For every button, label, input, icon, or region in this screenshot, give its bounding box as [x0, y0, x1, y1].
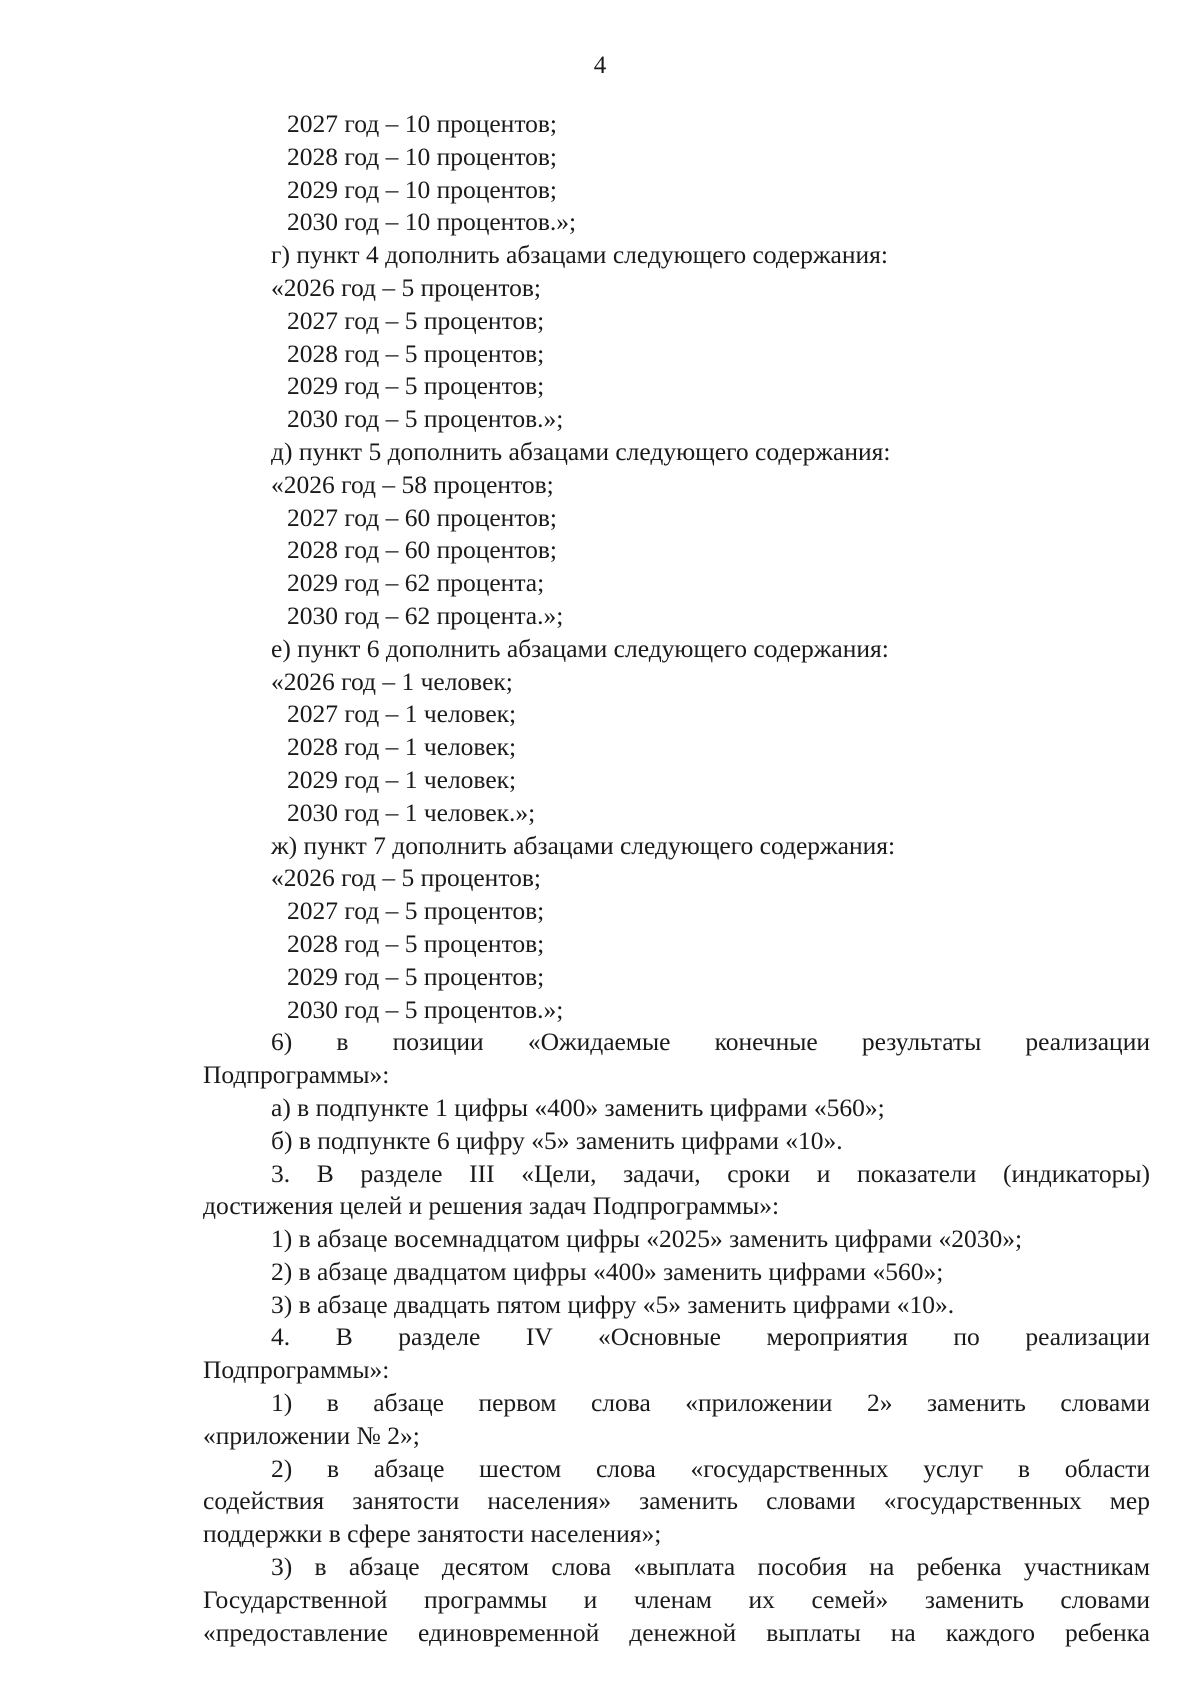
- document-line: 1) в абзаце первом слова «приложении 2» заменить словами: [271, 1388, 1150, 1418]
- document-line: 2030 год – 1 человек.»;: [287, 797, 536, 827]
- document-line: ж) пункт 7 дополнить абзацами следующего содержания:: [271, 830, 896, 860]
- document-line: 2029 год – 1 человек;: [287, 764, 517, 794]
- document-line: 2029 год – 10 процентов;: [287, 174, 558, 204]
- document-line: «предоставление единовременной денежной выплаты на каждого ребенка: [203, 1617, 1150, 1647]
- document-line: 2027 год – 5 процентов;: [287, 305, 545, 335]
- page-number: 4: [593, 52, 607, 79]
- document-line: 1) в абзаце восемнадцатом цифры «2025» заменить цифрами «2030»;: [271, 1224, 1023, 1254]
- document-line: 2030 год – 5 процентов.»;: [287, 404, 564, 434]
- document-line: 2027 год – 5 процентов;: [287, 896, 545, 926]
- document-line: «2026 год – 1 человек;: [271, 666, 513, 696]
- document-line: е) пункт 6 дополнить абзацами следующего содержания:: [271, 633, 889, 663]
- document-line: 2028 год – 10 процентов;: [287, 141, 558, 171]
- document-line: 2028 год – 1 человек;: [287, 732, 517, 762]
- document-line: 2028 год – 5 процентов;: [287, 928, 545, 958]
- document-line: 4. В разделе IV «Основные мероприятия по реализации: [271, 1322, 1150, 1352]
- document-line: Государственной программы и членам их семей» заменить словами: [203, 1584, 1150, 1614]
- document-line: 2028 год – 60 процентов;: [287, 535, 558, 565]
- document-line: «2026 год – 5 процентов;: [271, 272, 542, 302]
- document-line: «приложении № 2»;: [203, 1420, 420, 1450]
- document-line: 2027 год – 60 процентов;: [287, 502, 558, 532]
- document-line: 3) в абзаце двадцать пятом цифру «5» заменить цифрами «10».: [271, 1289, 955, 1319]
- document-line: б) в подпункте 6 цифру «5» заменить цифрами «10».: [271, 1125, 843, 1155]
- document-body: [203, 108, 1150, 1649]
- document-line: 2029 год – 62 процента;: [287, 568, 545, 598]
- document-line: 2030 год – 5 процентов.»;: [287, 994, 564, 1024]
- document-line: 6) в позиции «Ожидаемые конечные результаты реализации: [271, 1027, 1150, 1057]
- document-line: «2026 год – 5 процентов;: [271, 863, 542, 893]
- document-line: достижения целей и решения задач Подпрограммы»:: [203, 1191, 780, 1221]
- document-line: 2029 год – 5 процентов;: [287, 371, 545, 401]
- document-line: 2) в абзаце шестом слова «государственных услуг в области: [271, 1453, 1150, 1483]
- document-line: 2) в абзаце двадцатом цифры «400» заменить цифрами «560»;: [271, 1256, 944, 1286]
- document-line: а) в подпункте 1 цифры «400» заменить цифрами «560»;: [271, 1092, 885, 1122]
- document-line: 2027 год – 10 процентов;: [287, 109, 558, 138]
- document-line: 2028 год – 5 процентов;: [287, 338, 545, 368]
- document-line: содействия занятости населения» заменить словами «государственных мер: [203, 1486, 1150, 1516]
- document-line: 2030 год – 62 процента.»;: [287, 600, 564, 630]
- document-line: 2029 год – 5 процентов;: [287, 961, 545, 991]
- document-line: 3) в абзаце десятом слова «выплата пособия на ребенка участникам: [271, 1552, 1150, 1582]
- document-line: Подпрограммы»:: [203, 1060, 390, 1090]
- document-line: д) пункт 5 дополнить абзацами следующего содержания:: [271, 436, 891, 466]
- document-line: Подпрограммы»:: [203, 1355, 390, 1385]
- document-line: «2026 год – 58 процентов;: [271, 469, 554, 499]
- document-line: 3. В разделе III «Цели, задачи, сроки и показатели (индикаторы): [271, 1158, 1150, 1188]
- document-line: 2030 год – 10 процентов.»;: [287, 207, 577, 237]
- document-line: 2027 год – 1 человек;: [287, 699, 517, 729]
- document-line: поддержки в сфере занятости населения»;: [203, 1519, 662, 1549]
- document-line: г) пункт 4 дополнить абзацами следующего содержания:: [271, 240, 888, 270]
